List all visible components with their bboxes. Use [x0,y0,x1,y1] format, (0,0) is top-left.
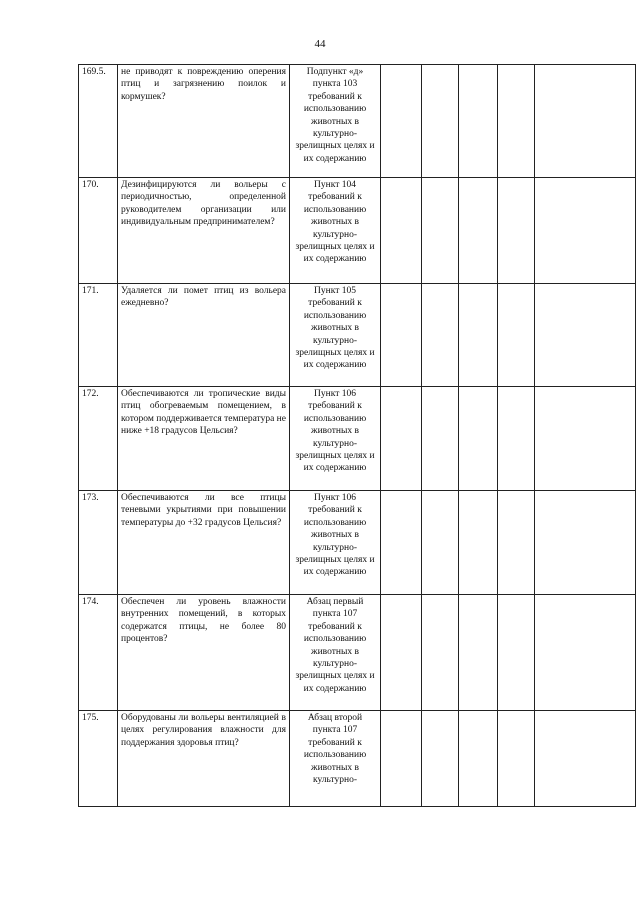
page-number: 44 [314,38,326,50]
notes-cell[interactable] [535,65,636,178]
notes-cell[interactable] [535,491,636,595]
answer-cell-no[interactable] [422,284,459,387]
answer-cell-yes[interactable] [381,595,422,711]
row-number: 175. [79,711,118,807]
row-number: 174. [79,595,118,711]
table-row [79,387,636,491]
answer-cell-extra[interactable] [498,491,535,595]
answer-cell-extra[interactable] [498,284,535,387]
requirement-reference: Подпункт «д» пункта 103 требований к использованию животных в культурно-зрелищных целях и их содержанию [290,65,381,178]
requirement-reference: Пункт 106 требований к использованию животных в культурно-зрелищных целях и их содержанию [290,387,381,491]
answer-cell-extra[interactable] [498,711,535,807]
answer-cell-no[interactable] [422,387,459,491]
answer-cell-yes[interactable] [381,711,422,807]
notes-cell[interactable] [535,711,636,807]
answer-cell-no[interactable] [422,178,459,284]
notes-cell[interactable] [535,178,636,284]
answer-cell-extra[interactable] [498,387,535,491]
table-row [79,491,636,595]
table-row [79,178,636,284]
table-row [79,711,636,807]
requirement-reference: Пункт 104 требований к использованию животных в культурно-зрелищных целях и их содержанию [290,178,381,284]
answer-cell-not-applicable[interactable] [459,387,498,491]
answer-cell-not-applicable[interactable] [459,284,498,387]
requirement-reference: Пункт 105 требований к использованию животных в культурно-зрелищных целях и их содержанию [290,284,381,387]
answer-cell-yes[interactable] [381,387,422,491]
answer-cell-not-applicable[interactable] [459,491,498,595]
notes-cell[interactable] [535,595,636,711]
answer-cell-not-applicable[interactable] [459,595,498,711]
question-text: не приводят к повреждению оперения птиц и загрязнению поилок и кормушек? [118,65,290,178]
answer-cell-yes[interactable] [381,284,422,387]
answer-cell-no[interactable] [422,65,459,178]
answer-cell-not-applicable[interactable] [459,65,498,178]
table-row [79,284,636,387]
answer-cell-no[interactable] [422,491,459,595]
answer-cell-extra[interactable] [498,65,535,178]
row-number: 173. [79,491,118,595]
notes-cell[interactable] [535,387,636,491]
row-number: 170. [79,178,118,284]
answer-cell-yes[interactable] [381,491,422,595]
row-number: 172. [79,387,118,491]
requirement-reference: Абзац второй пункта 107 требований к использованию животных в культурно- [290,711,381,807]
checklist-table [78,64,636,807]
answer-cell-no[interactable] [422,711,459,807]
answer-cell-yes[interactable] [381,178,422,284]
answer-cell-yes[interactable] [381,65,422,178]
question-text: Обеспечиваются ли все птицы теневыми укрытиями при повышении температуры до +32 градусов Цельсия? [118,491,290,595]
row-number: 169.5. [79,65,118,178]
requirement-reference: Пункт 106 требований к использованию животных в культурно-зрелищных целях и их содержанию [290,491,381,595]
question-text: Дезинфицируются ли вольеры с периодичностью, определенной руководителем организации или индивидуальным предпринимателем? [118,178,290,284]
answer-cell-extra[interactable] [498,178,535,284]
requirement-reference: Абзац первый пункта 107 требований к использованию животных в культурно-зрелищных целях и их содержанию [290,595,381,711]
question-text: Удаляется ли помет птиц из вольера ежедневно? [118,284,290,387]
notes-cell[interactable] [535,284,636,387]
answer-cell-not-applicable[interactable] [459,178,498,284]
question-text: Оборудованы ли вольеры вентиляцией в целях регулирования влажности для поддержания здоровья птиц? [118,711,290,807]
answer-cell-not-applicable[interactable] [459,711,498,807]
table-row [79,65,636,178]
question-text: Обеспечиваются ли тропические виды птиц обогреваемым помещением, в котором поддерживается температура не ниже +18 градусов Цельсия? [118,387,290,491]
question-text: Обеспечен ли уровень влажности внутренних помещений, в которых содержатся птицы, не более 80 процентов? [118,595,290,711]
answer-cell-no[interactable] [422,595,459,711]
row-number: 171. [79,284,118,387]
table-row [79,595,636,711]
answer-cell-extra[interactable] [498,595,535,711]
